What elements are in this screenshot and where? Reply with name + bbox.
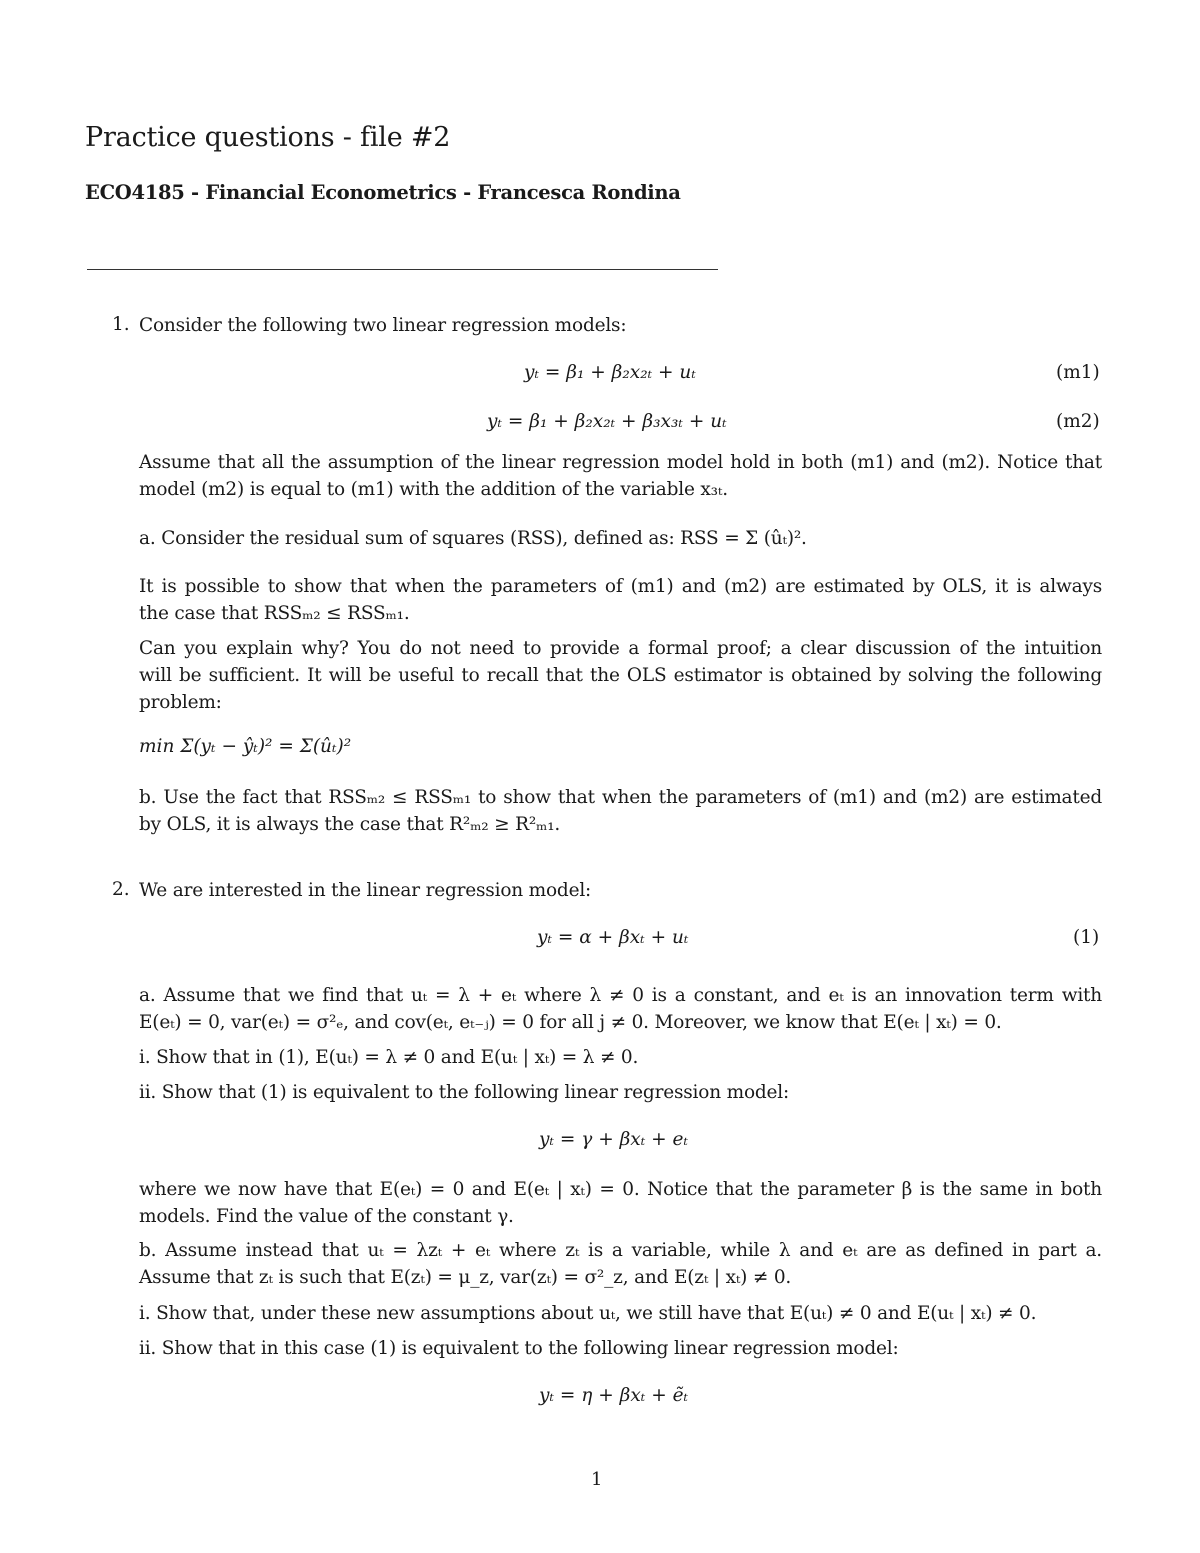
q2-part-a-i: i. Show that in (1), E(uₜ) = λ ≠ 0 and E(uₜ | xₜ) = λ ≠ 0. — [139, 1047, 639, 1068]
question-1-intro: Consider the following two linear regression models: — [139, 315, 627, 336]
q1-part-b-line: b. Use the fact that RSSₘ₂ ≤ RSSₘ₁ to show that when the parameters of (m1) and (m2) are estimated — [139, 787, 1102, 808]
q1-assumption-line: model (m2) is equal to (m1) with the addition of the variable x₃ₜ. — [139, 479, 728, 500]
q1-explain-line: will be sufficient. It will be useful to recall that the OLS estimator is obtained by solving the following — [139, 665, 1102, 686]
q2-part-a-paragraph — [139, 982, 1102, 1036]
equation-eta: yₜ = η + βxₜ + ẽₜ — [539, 1385, 689, 1406]
equation-m1: yₜ = β₁ + β₂x₂ₜ + uₜ — [524, 362, 696, 383]
course-subtitle: ECO4185 - Financial Econometrics - Francesca Rondina — [85, 181, 681, 204]
q1-explain-line: problem: — [139, 692, 222, 713]
horizontal-rule — [87, 269, 718, 270]
q2-part-b-ii: ii. Show that in this case (1) is equivalent to the following linear regression model: — [139, 1338, 899, 1359]
q2-part-a-line: E(eₜ) = 0, var(eₜ) = σ²ₑ, and cov(eₜ, eₜ₋ⱼ) = 0 for all j ≠ 0. Moreover, we know that E(eₜ | xₜ) = 0. — [139, 1012, 1002, 1033]
q1-part-a-paragraph — [139, 573, 1102, 627]
q2-part-b-i: i. Show that, under these new assumptions about uₜ, we still have that E(uₜ) ≠ 0 and E(uₜ | xₜ) ≠ 0. — [139, 1303, 1037, 1324]
q2-part-b-line: b. Assume instead that uₜ = λzₜ + eₜ where zₜ is a variable, while λ and eₜ are as defined in part a. — [139, 1240, 1102, 1261]
q2-part-a-ii: ii. Show that (1) is equivalent to the following linear regression model: — [139, 1082, 790, 1103]
q1-part-a-line: the case that RSSₘ₂ ≤ RSSₘ₁. — [139, 603, 410, 624]
question-2-intro: We are interested in the linear regression model: — [139, 880, 592, 901]
q1-explain-line: Can you explain why? You do not need to provide a formal proof; a clear discussion of the intuition — [139, 638, 1102, 659]
q2-where-line: where we now have that E(eₜ) = 0 and E(eₜ | xₜ) = 0. Notice that the parameter β is the same in both — [139, 1179, 1102, 1200]
equation-1: yₜ = α + βxₜ + uₜ — [537, 927, 689, 948]
q1-assumption-line: Assume that all the assumption of the linear regression model hold in both (m1) and (m2). Notice that — [139, 452, 1102, 473]
q1-assumption-paragraph — [139, 449, 1102, 503]
q2-part-b-line: Assume that zₜ is such that E(zₜ) = μ_z, var(zₜ) = σ²_z, and E(zₜ | xₜ) ≠ 0. — [139, 1267, 792, 1288]
q1-part-b-paragraph — [139, 784, 1102, 838]
page-title: Practice questions - file #2 — [85, 122, 451, 153]
q1-explain-paragraph — [139, 635, 1102, 716]
q1-part-a-line: It is possible to show that when the parameters of (m1) and (m2) are estimated by OLS, it is always — [139, 576, 1102, 597]
ols-min-equation: min Σ(yₜ − ŷₜ)² = Σ(ûₜ)² — [139, 736, 352, 757]
equation-m2: yₜ = β₁ + β₂x₂ₜ + β₃x₃ₜ + uₜ — [487, 411, 727, 432]
question-1-number: 1. — [112, 314, 130, 335]
q2-where-line: models. Find the value of the constant γ. — [139, 1206, 514, 1227]
page-number: 1 — [591, 1469, 603, 1490]
q1-part-a-definition: a. Consider the residual sum of squares (RSS), defined as: RSS = Σ (ûₜ)². — [139, 528, 807, 549]
equation-1-label: (1) — [1073, 927, 1100, 948]
q2-part-a-line: a. Assume that we find that uₜ = λ + eₜ where λ ≠ 0 is a constant, and eₜ is an innovation term with — [139, 985, 1102, 1006]
equation-gamma: yₜ = γ + βxₜ + eₜ — [539, 1129, 689, 1150]
equation-m2-label: (m2) — [1056, 411, 1100, 432]
equation-m1-label: (m1) — [1056, 362, 1100, 383]
q2-where-paragraph — [139, 1176, 1102, 1230]
q2-part-b-paragraph — [139, 1237, 1102, 1291]
q1-part-b-line: by OLS, it is always the case that R²ₘ₂ ≥ R²ₘ₁. — [139, 814, 561, 835]
question-2-number: 2. — [112, 879, 130, 900]
